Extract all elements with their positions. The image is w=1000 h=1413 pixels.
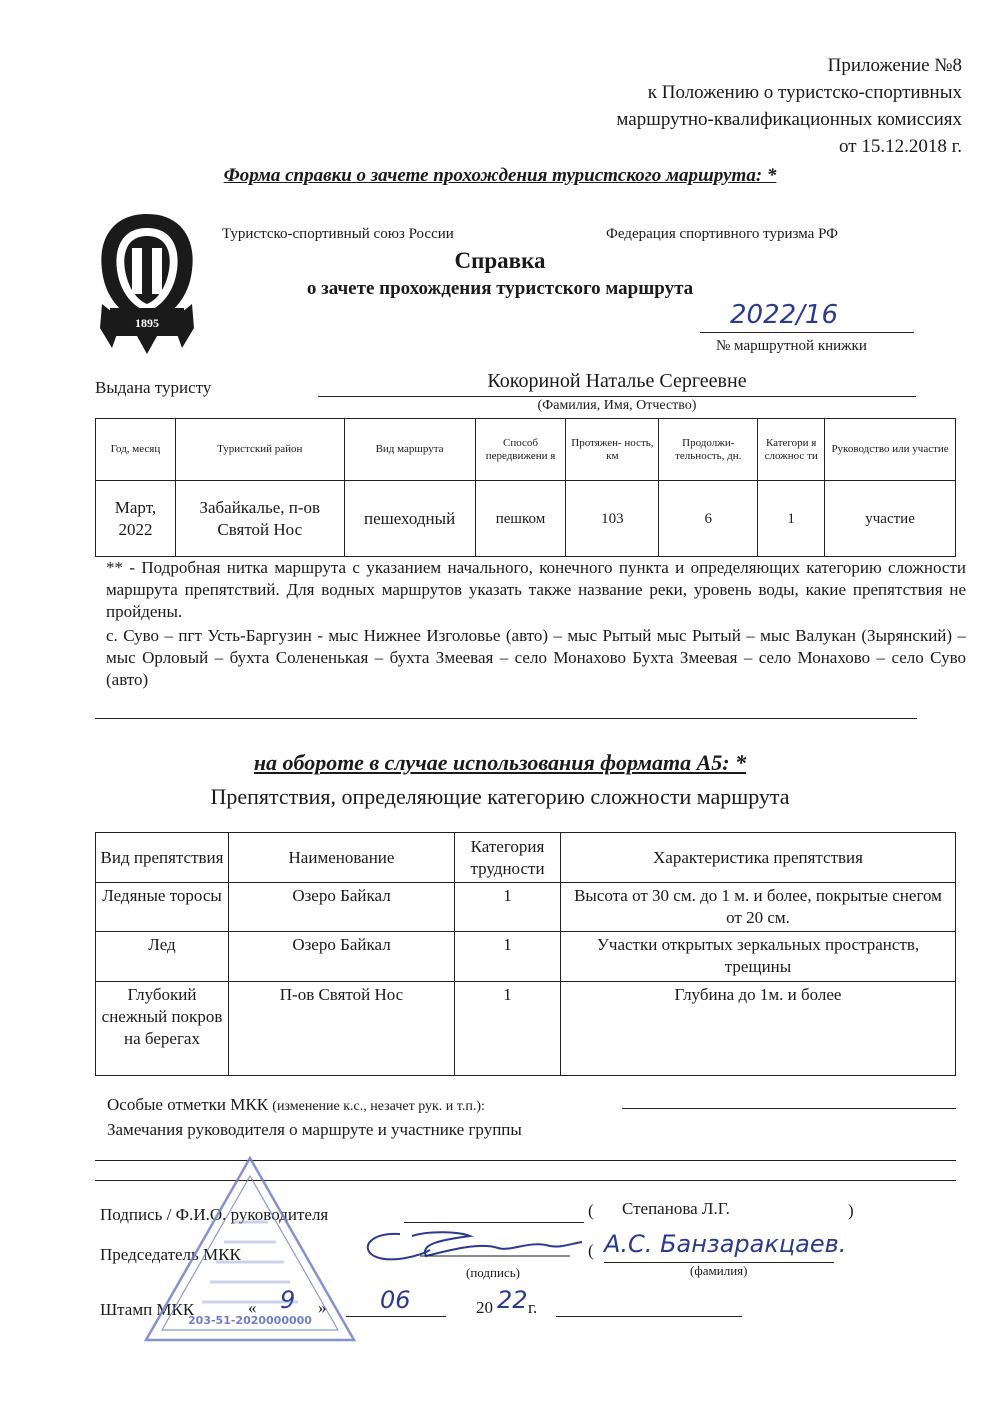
remarks-label: Замечания руководителя о маршруте и участнике группы [107, 1120, 522, 1139]
cell-category: 1 [758, 481, 825, 557]
header-movement: Способ передвижени я [475, 419, 566, 481]
appendix-date: от 15.12.2018 г. [839, 136, 962, 157]
header-obstacle-type: Вид препятствия [96, 833, 229, 883]
cell-duration: 6 [659, 481, 758, 557]
obstacle-row [96, 982, 956, 1076]
obstacle-name: Озеро Байкал [229, 932, 455, 982]
a5-title: на обороте в случае использования формата А5: * [253, 750, 747, 775]
stamp-label: Штамп МКК [100, 1300, 195, 1319]
leader-signature-label: Подпись / Ф.И.О. руководителя [100, 1205, 329, 1224]
date-year-prefix: 20 [476, 1298, 493, 1317]
special-marks-label: Особые отметки МКК [107, 1095, 269, 1114]
obstacles-title: Препятствия, определяющие категорию сложности маршрута [210, 784, 790, 809]
obstacle-characteristic: Высота от 30 см. до 1 м. и более, покрытые снегом от 20 см. [561, 883, 956, 932]
obstacle-characteristic: Участки открытых зеркальных пространств, трещины [561, 932, 956, 982]
document-subtitle: о зачете прохождения туристского маршрута [306, 278, 694, 299]
route-table-header [96, 419, 956, 481]
leader-paren-close: ) [848, 1201, 854, 1220]
date-day: 9 [280, 1286, 296, 1314]
date-month-line [346, 1316, 446, 1317]
chair-signature [360, 1226, 585, 1266]
cell-length: 103 [566, 481, 659, 557]
header-category: Категори я сложнос ти [758, 419, 825, 481]
header-role: Руководство или участие [825, 419, 956, 481]
route-table [95, 418, 956, 557]
header-length: Протяжен- ность, км [566, 419, 659, 481]
obstacle-category: 1 [455, 982, 561, 1076]
header-duration: Продолжи- тельность, дн. [659, 419, 758, 481]
date-month: 06 [380, 1286, 411, 1314]
obstacle-row [96, 932, 956, 982]
obstacle-type: Лед [96, 932, 229, 982]
header-year-month: Год, месяц [96, 419, 176, 481]
org-left: Туристско-спортивный союз России [222, 226, 454, 242]
route-book-number: 2022/16 [730, 300, 839, 330]
header-region: Туристский район [175, 419, 344, 481]
route-book-caption: № маршрутной книжки [716, 338, 867, 354]
obstacle-name: П-ов Святой Нос [229, 982, 455, 1076]
cell-movement: пешком [475, 481, 566, 557]
obstacles-header [96, 833, 956, 883]
surname-caption: (фамилия) [690, 1263, 748, 1278]
tourist-name: Кокориной Наталье Сергеевне [487, 370, 747, 392]
header-obstacle-characteristic: Характеристика препятствия [561, 833, 956, 883]
cell-role: участие [825, 481, 956, 557]
form-title: Форма справки о зачете прохождения туристского маршрута: * [223, 165, 777, 186]
special-marks [107, 1095, 485, 1115]
cell-route-type: пешеходный [344, 481, 475, 557]
date-quote-open: « [248, 1298, 257, 1317]
date-year-end: г. [528, 1298, 538, 1317]
tourist-name-caption: (Фамилия, Имя, Отчество) [537, 398, 697, 413]
obstacle-type: Ледяные торосы [96, 883, 229, 932]
header-route-type: Вид маршрута [344, 419, 475, 481]
route-book-line [700, 332, 914, 333]
logo-year: 1895 [135, 316, 159, 330]
appendix-line-1: к Положению о туристско-спортивных [647, 82, 962, 103]
appendix-number: Приложение №8 [827, 55, 962, 76]
obstacle-category: 1 [455, 932, 561, 982]
special-marks-line [622, 1108, 956, 1109]
signature-caption: (подпись) [466, 1265, 520, 1280]
obstacle-row [96, 883, 956, 932]
header-obstacle-name: Наименование [229, 833, 455, 883]
date-tail-line [556, 1316, 742, 1317]
obstacle-characteristic: Глубина до 1м. и более [561, 982, 956, 1076]
leader-name: Степанова Л.Г. [622, 1199, 730, 1218]
date-year-suffix: 22 [497, 1286, 528, 1314]
leader-paren-open: ( [588, 1201, 594, 1220]
route-table-row [96, 481, 956, 557]
issued-line [318, 396, 916, 397]
obstacle-type: Глубокий снежный покров на берегах [96, 982, 229, 1076]
org-right: Федерация спортивного туризма РФ [606, 226, 839, 242]
obstacle-category: 1 [455, 883, 561, 932]
stamp-code: 203-51-2020000000 [188, 1314, 312, 1327]
header-obstacle-category: Категория трудности [455, 833, 561, 883]
chair-paren-open: ( [588, 1241, 594, 1260]
cell-year-month: Март, 2022 [96, 481, 176, 557]
obstacles-table [95, 832, 956, 1076]
document-title: Справка [454, 248, 546, 273]
appendix-line-2: маршрутно-квалификационных комиссиях [616, 109, 962, 130]
route-description-line [95, 718, 917, 719]
issued-label: Выдана туристу [95, 378, 212, 397]
special-marks-hint: (изменение к.с., незачет рук. и т.п.): [272, 1099, 485, 1114]
date-quote-close: » [318, 1298, 327, 1317]
chair-label: Председатель МКК [100, 1245, 241, 1264]
cell-region: Забайкалье, п-ов Святой Нос [175, 481, 344, 557]
leader-signature-line [404, 1222, 584, 1223]
obstacle-name: Озеро Байкал [229, 883, 455, 932]
route-note: ** - Подробная нитка маршрута с указанием начального, конечного пункта и определяющих категорию сложности маршрута препятствий. Для водных маршрутов указать также название реки, уровень воды, какие препятствия не пройдены. [106, 558, 966, 621]
route-description: с. Суво – пгт Усть-Баргузин - мыс Нижнее Изголовье (авто) – мыс Рытый мыс Рытый – мыс Валукан (Зырянский) – мыс Орловый – бухта Солененькая – бухта Змеевая – село Монахово Бухта Змеевая – село Монахово – село Суво (авто) [106, 626, 966, 689]
mkk-stamp [140, 1152, 360, 1348]
chair-name: А.С. Банзаракцаев. [604, 1230, 847, 1258]
